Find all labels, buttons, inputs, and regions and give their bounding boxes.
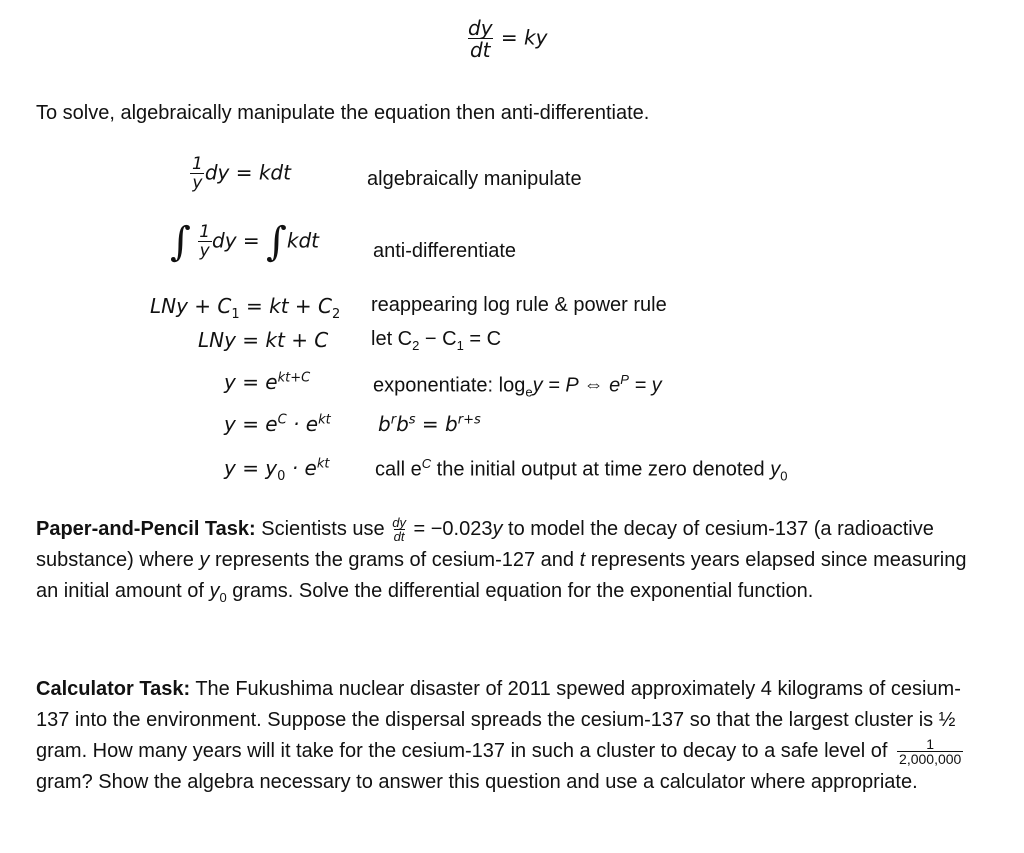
step7-lhs: y = y — [224, 456, 278, 480]
paper-task-tvar: t — [579, 549, 586, 571]
integral-sign-2: ∫ — [266, 219, 287, 265]
top-fraction — [466, 18, 495, 60]
step7-equation — [224, 456, 329, 484]
paper-task-t1: Scientists use — [255, 518, 391, 540]
calc-task-paragraph — [36, 674, 986, 798]
step7-note — [375, 456, 787, 484]
paper-task-label: Paper-and-Pencil Task: — [36, 518, 256, 540]
step7-note-sup: C — [421, 456, 432, 471]
step4-note-sub1: 1 — [456, 338, 464, 353]
step6-note-eq: = b — [415, 412, 458, 436]
step7-sub: 0 — [277, 469, 286, 484]
step2-mid: dy = — [212, 228, 267, 253]
step6-sup1: C — [277, 412, 287, 428]
step6-note-s: s — [408, 412, 416, 428]
step3-eq: = kt + C — [239, 294, 333, 318]
step2-frac-den: y — [199, 241, 210, 261]
step4-equation — [198, 328, 328, 352]
paper-task-eq: = −0.023 — [407, 518, 493, 540]
step6-sup2: kt — [318, 412, 331, 428]
step2-equation — [170, 219, 320, 265]
step1-fraction — [190, 156, 205, 192]
step5-note-sup: P — [620, 372, 629, 387]
calc-task-t2: gram? Show the algebra necessary to answer this question and use a calculator where appropriate. — [36, 771, 918, 793]
paper-task-t3: represents the grams of cesium-127 and — [209, 549, 580, 571]
calc-task-fraction — [897, 737, 963, 767]
step1-rest: dy = kdt — [204, 160, 291, 185]
step3-sub1: 1 — [231, 307, 240, 322]
step1-equation — [190, 156, 291, 192]
paper-task-t2: to model the decay of cesium-137 (a radioactive substance) where — [36, 518, 934, 571]
paper-task-y1: y — [492, 518, 503, 540]
step4-note — [371, 328, 501, 353]
paper-frac-den: dt — [393, 529, 405, 545]
step4-lhs: LNy = kt + C — [198, 328, 329, 352]
paper-task-paragraph — [36, 514, 986, 613]
step6-note — [378, 412, 481, 436]
step6-note-b2: b — [396, 412, 409, 436]
step6-equation — [224, 412, 331, 436]
step3-note: reappearing log rule & power rule — [371, 294, 667, 316]
top-equation — [466, 18, 547, 60]
step6-lhs: y = e — [224, 412, 278, 436]
intro-text: To solve, algebraically manipulate the equation then anti-differentiate. — [36, 102, 650, 124]
step4-note-mid: − C — [419, 328, 457, 350]
step6-note-r: r — [390, 412, 397, 428]
step1-frac-num: 1 — [192, 154, 203, 174]
step7-sup: kt — [316, 456, 330, 472]
paper-frac-num: dy — [392, 515, 406, 531]
step7-note-y: y — [770, 458, 781, 481]
calc-frac-den: 2,000,000 — [899, 751, 962, 768]
step2-fraction — [197, 224, 212, 260]
top-frac-num: dy — [468, 16, 493, 40]
step5-equation — [224, 370, 310, 394]
step3-lhs: LNy + C — [150, 294, 232, 318]
paper-task-y0sub: 0 — [219, 590, 227, 605]
paper-task-t4: represents years elapsed since measuring an initial amount of — [36, 549, 967, 602]
step5-note-post: = y — [628, 374, 662, 397]
paper-task-y2: y — [199, 549, 210, 571]
step2-frac-num: 1 — [199, 222, 211, 242]
step7-note-sub: 0 — [780, 468, 788, 484]
step7-note-mid: the initial output at time zero denoted — [431, 458, 771, 481]
step5-note-sub: e — [525, 384, 533, 400]
step4-note-pre: let C — [371, 328, 413, 350]
step1-frac-den: y — [192, 173, 203, 193]
step4-note-post: = C — [463, 328, 502, 350]
step1-note: algebraically manipulate — [367, 168, 582, 190]
step5-note-pre: exponentiate: log — [373, 374, 526, 397]
step5-note — [373, 372, 662, 400]
step5-lhs: y = e — [224, 370, 278, 394]
step6-note-b1: b — [378, 412, 391, 436]
step6-dot: · e — [286, 412, 319, 436]
step3-equation — [150, 294, 340, 322]
calc-task-t1: The Fukushima nuclear disaster of 2011 spewed approximately 4 kilograms of cesium-137 into the environment. Suppose the dispersal spreads the cesium-137 so that the largest cluster is ½ gram. How many years will it take for the cesium-137 in such a cluster to decay to a safe level of — [36, 678, 961, 762]
step5-sup: kt+C — [277, 370, 311, 386]
paper-task-t5: grams. Solve the differential equation for the exponential function. — [226, 580, 814, 602]
step3-sub2: 2 — [332, 307, 341, 322]
calc-frac-num: 1 — [926, 735, 935, 752]
paper-task-fraction — [392, 516, 406, 543]
step2-rest: kdt — [286, 228, 320, 253]
top-rhs: = ky — [500, 25, 548, 50]
step5-note-mid: y = P ⇔ e — [532, 374, 621, 397]
paper-task-y0: y — [209, 580, 220, 602]
step2-note: anti-differentiate — [373, 240, 517, 262]
step7-note-pre: call e — [375, 458, 422, 481]
step6-note-rs: r+s — [457, 412, 481, 428]
top-frac-den: dt — [469, 38, 491, 62]
step7-dot: · e — [285, 456, 317, 480]
integral-sign-1: ∫ — [170, 219, 191, 265]
calc-task-label: Calculator Task: — [36, 678, 191, 700]
step4-note-sub2: 2 — [412, 338, 420, 353]
